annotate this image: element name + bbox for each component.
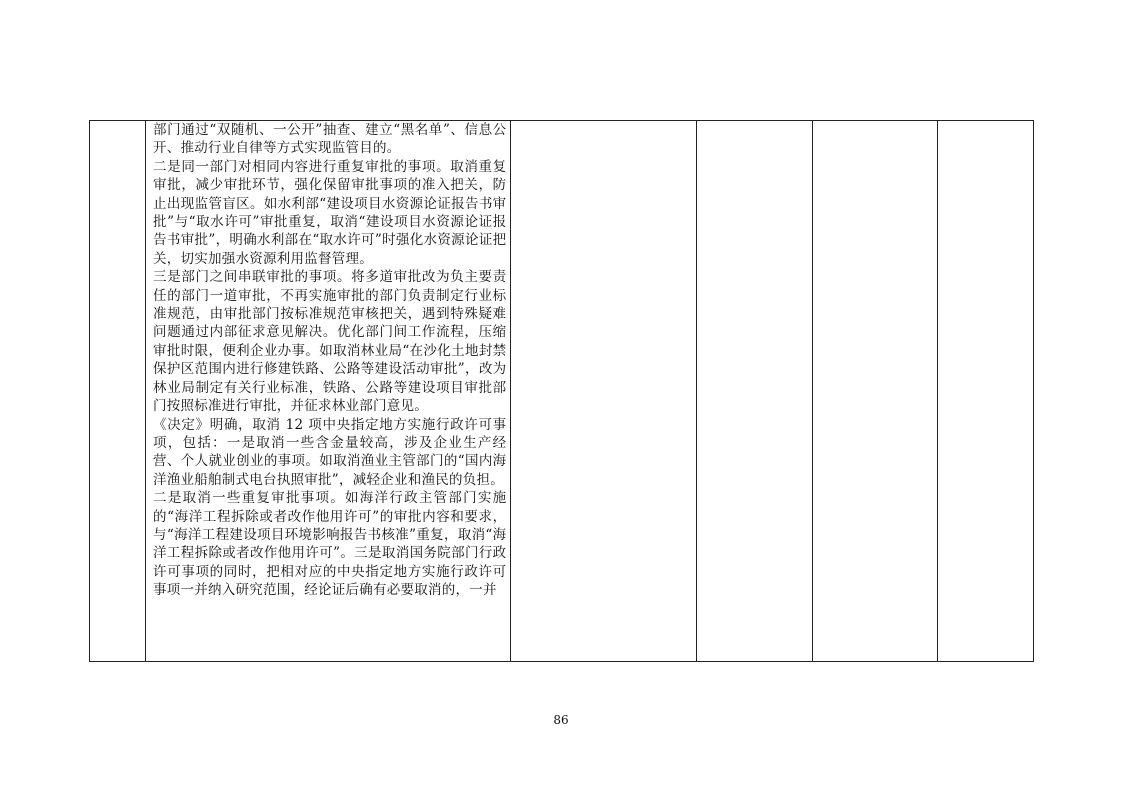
content-paragraph-4: 《决定》明确，取消 12 项中央指定地方实施行政许可事项，包括：一是取消一些含金量较高，涉及企业生产经营、个人就业创业的事项。如取消渔业主管部门的“国内海洋渔业船舶制式电台执照审批”，减轻企业和渔民的负担。	[153, 416, 507, 488]
table-cell-serial	[90, 121, 146, 662]
document-table	[89, 120, 1034, 662]
content-paragraph-2: 二是同一部门对相同内容进行重复审批的事项。取消重复审批，减少审批环节，强化保留审批事项的准入把关，防止出现监管盲区。如水利部“建设项目水资源论证报告书审批”与“取水许可”审批重复，取消“建设项目水资源论证报告书审批”，明确水利部在“取水许可”时强化水资源论证把关，切实加强水资源利用监督管理。	[153, 158, 507, 267]
table-row	[90, 121, 1034, 662]
page-number: 86	[553, 713, 569, 727]
content-paragraph-1: 部门通过“双随机、一公开”抽查、建立“黑名单”、信息公开、推动行业自律等方式实现监管目的。	[153, 122, 507, 157]
table-cell-column-5	[812, 121, 937, 662]
table-cell-column-6	[937, 121, 1033, 662]
content-paragraph-3: 三是部门之间串联审批的事项。将多道审批改为负主要责任的部门一道审批，不再实施审批的部门负责制定行业标准规范，由审批部门按标准规范审核把关，遇到特殊疑难问题通过内部征求意见解决。优化部门间工作流程，压缩审批时限，便利企业办事。如取消林业局“在沙化土地封禁保护区范围内进行修建铁路、公路等建设活动审批”，改为林业局制定有关行业标准，铁路、公路等建设项目审批部门按照标准进行审批，并征求林业部门意见。	[153, 269, 507, 415]
content-paragraph-5: 二是取消一些重复审批事项。如海洋行政主管部门实施的“海洋工程拆除或者改作他用许可”的审批内容和要求，与“海洋工程建设项目环境影响报告书核准”重复，取消“海洋工程拆除或者改作他用许可”。三是取消国务院部门行政许可事项的同时，把相对应的中央指定地方实施行政许可事项一并纳入研究范围，经论证后确有必要取消的，一并	[153, 490, 507, 599]
table-cell-column-4	[696, 121, 812, 662]
table-cell-column-3	[511, 121, 696, 662]
table-cell-content	[146, 121, 511, 662]
